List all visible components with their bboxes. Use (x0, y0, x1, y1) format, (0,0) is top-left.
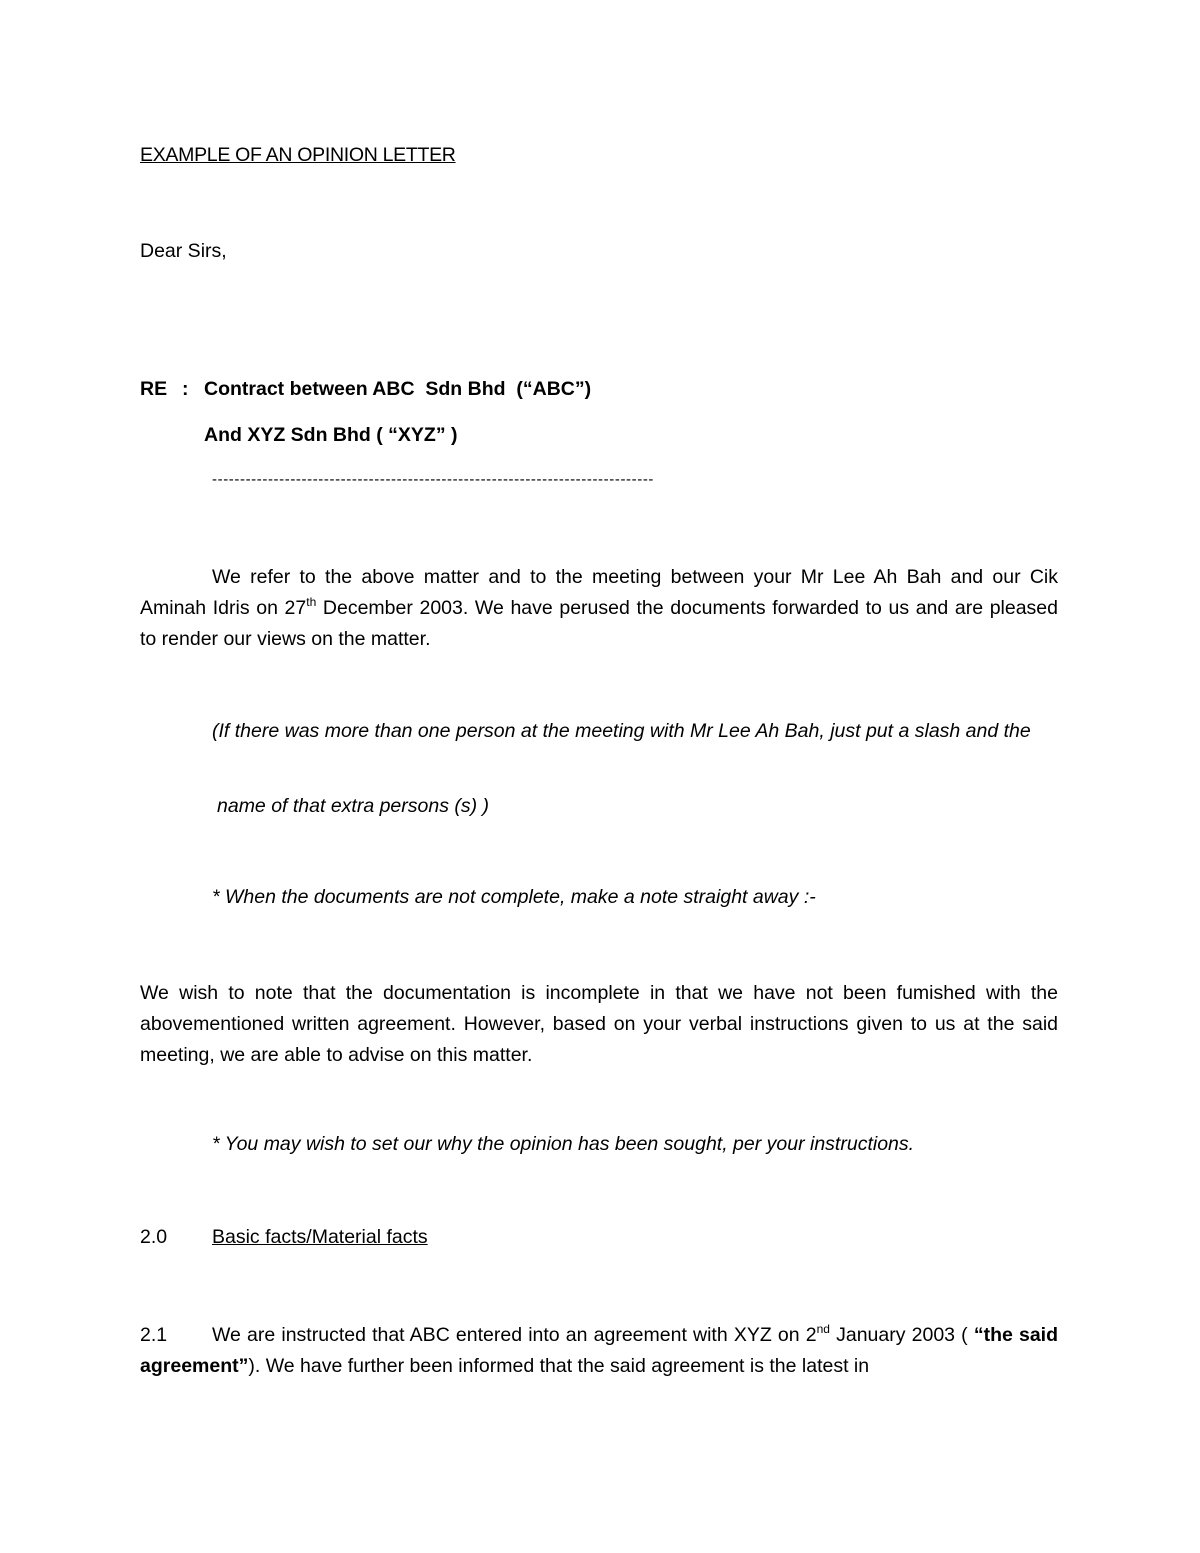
document-title: EXAMPLE OF AN OPINION LETTER (140, 144, 456, 166)
section-number: 2.0 (140, 1226, 168, 1248)
paragraph-2-1 (140, 1320, 1058, 1382)
paragraph-intro (140, 562, 1058, 655)
subsection-number: 2.1 (140, 1324, 168, 1346)
salutation: Dear Sirs, (140, 240, 227, 262)
re-label: RE (140, 378, 168, 400)
section-heading: Basic facts/Material facts (212, 1226, 428, 1248)
re-subject-line-2: And XYZ Sdn Bhd ( “XYZ” ) (204, 424, 458, 446)
guidance-note-opinion-reason: * You may wish to set our why the opinion has been sought, per your instructions. (212, 1133, 915, 1155)
paragraph-2-1-text-b: January 2003 ( (829, 1324, 974, 1346)
ordinal-suffix: nd (816, 1322, 830, 1336)
paragraph-intro-text-a: We refer to the above matter and to the meeting between your Mr Lee Ah Bah and our Cik Aminah Idris on 27 (140, 566, 1058, 619)
ordinal-suffix: th (306, 595, 317, 609)
guidance-note-line-2: name of that extra persons (s) ) (217, 795, 490, 817)
paragraph-2-1-text-c: ). We have further been informed that the said agreement is the latest in (248, 1355, 870, 1377)
re-colon: : (182, 378, 189, 400)
subject-separator-line: ------------------------------------------------------------------------------- (212, 471, 655, 488)
guidance-note-extra-persons (140, 716, 1058, 747)
re-subject-line-1: Contract between ABC Sdn Bhd (“ABC”) (204, 378, 592, 400)
paragraph-intro-text-b: December 2003. We have perused the documents forwarded to us and are pleased to render our views on the matter. (140, 597, 1059, 650)
paragraph-2-1-text-a: We are instructed that ABC entered into an agreement with XYZ on 2 (212, 1324, 817, 1346)
guidance-note-incomplete-documents: * When the documents are not complete, make a note straight away :- (212, 886, 816, 908)
paragraph-documentation: We wish to note that the documentation is incomplete in that we have not been fumished with the abovementioned written agreement. However, based on your verbal instructions given to us at the said meeting, we are able to advise on this matter. (140, 982, 1058, 1066)
guidance-note-line-1: (If there was more than one person at the meeting with Mr Lee Ah Bah, just put a slash and the (212, 720, 1031, 742)
defined-term: “the said agreement” (140, 1324, 1058, 1377)
